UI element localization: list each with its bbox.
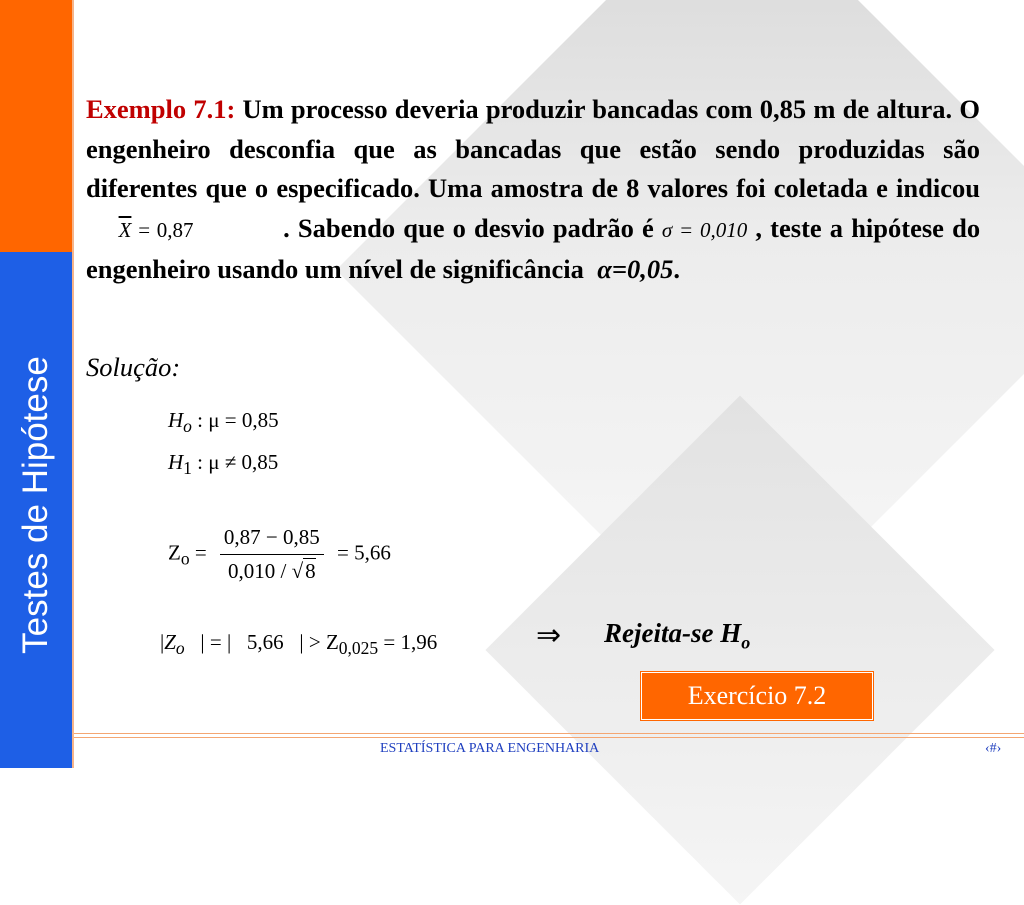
footer-line-bottom — [74, 737, 1024, 738]
footer-title: ESTATÍSTICA PARA ENGENHARIA — [380, 741, 600, 756]
h0-rest: : μ = 0,85 — [191, 408, 279, 432]
exercise-7-2-button[interactable]: Exercício 7.2 — [641, 672, 873, 720]
z-den-value: 0,010 / — [228, 559, 292, 583]
z-den-sqrt: 8 — [305, 559, 316, 583]
example-period: . — [283, 212, 290, 243]
reject-sub: o — [741, 632, 751, 653]
footer-line-top — [74, 733, 1024, 734]
example-text-3: , teste a hipótese do engenheiro usando um nível de significância — [86, 212, 981, 284]
solution-label: Solução: — [86, 352, 181, 382]
implies-arrow-icon: ⇒ — [536, 619, 562, 652]
slide-number: ‹#› — [985, 741, 1002, 756]
reject-text: Rejeita-se H — [604, 618, 742, 648]
example-end: . — [673, 254, 680, 284]
z-statistic-formula — [168, 525, 391, 584]
h0-sub: o — [183, 416, 192, 437]
h0-symbol: H — [168, 408, 184, 432]
sidebar-title: Testes de Hipótese — [16, 356, 55, 654]
crit-value: = 1,96 — [383, 630, 438, 654]
example-label: Exemplo 7.1: — [86, 94, 236, 124]
z-equals: = — [194, 540, 207, 565]
z-denominator: 0,010 / √8 — [228, 559, 316, 583]
h0-hypothesis — [168, 408, 279, 437]
h1-sub: 1 — [183, 458, 192, 479]
xbar-symbol: $\overline{X}$ — [118, 217, 132, 242]
alpha-expression: α=0,05 — [597, 254, 674, 284]
decision-inequality — [160, 630, 437, 659]
sigma-expression: σ = 0,010 — [661, 217, 748, 242]
abs-z: Z — [164, 630, 176, 654]
abs-z-sub: o — [175, 638, 185, 659]
z-fraction — [220, 525, 324, 584]
h1-rest: : μ ≠ 0,85 — [191, 450, 279, 474]
xbar-value: = 0,87 — [138, 217, 194, 242]
h1-hypothesis — [168, 450, 278, 479]
crit-sub: 0,025 — [338, 638, 379, 659]
abs-end: | > Z — [299, 630, 339, 654]
example-text-1: Um processo deveria produzir bancadas com 0,85 m de altura. O engenheiro desconfia que as bancadas que estão sendo produzidas são diferentes que o especificado. Uma amostra de 8 valores foi coletada e indicou — [86, 94, 981, 203]
z-numerator: 0,87 − 0,85 — [220, 525, 324, 555]
abs-value: 5,66 — [246, 630, 284, 654]
xbar-expression — [119, 218, 194, 242]
sidebar-divider — [72, 0, 74, 768]
h1-symbol: H — [168, 450, 184, 474]
z-result: = 5,66 — [337, 540, 391, 565]
example-paragraph — [86, 90, 980, 290]
z-symbol: Z — [168, 540, 181, 565]
abs-left: | — [160, 630, 165, 654]
example-text-2: Sabendo que o desvio padrão é — [297, 212, 654, 243]
sidebar-orange-block — [0, 0, 72, 252]
z-sub: o — [180, 548, 190, 569]
abs-right: | = | — [200, 630, 232, 654]
reject-conclusion — [604, 618, 750, 653]
